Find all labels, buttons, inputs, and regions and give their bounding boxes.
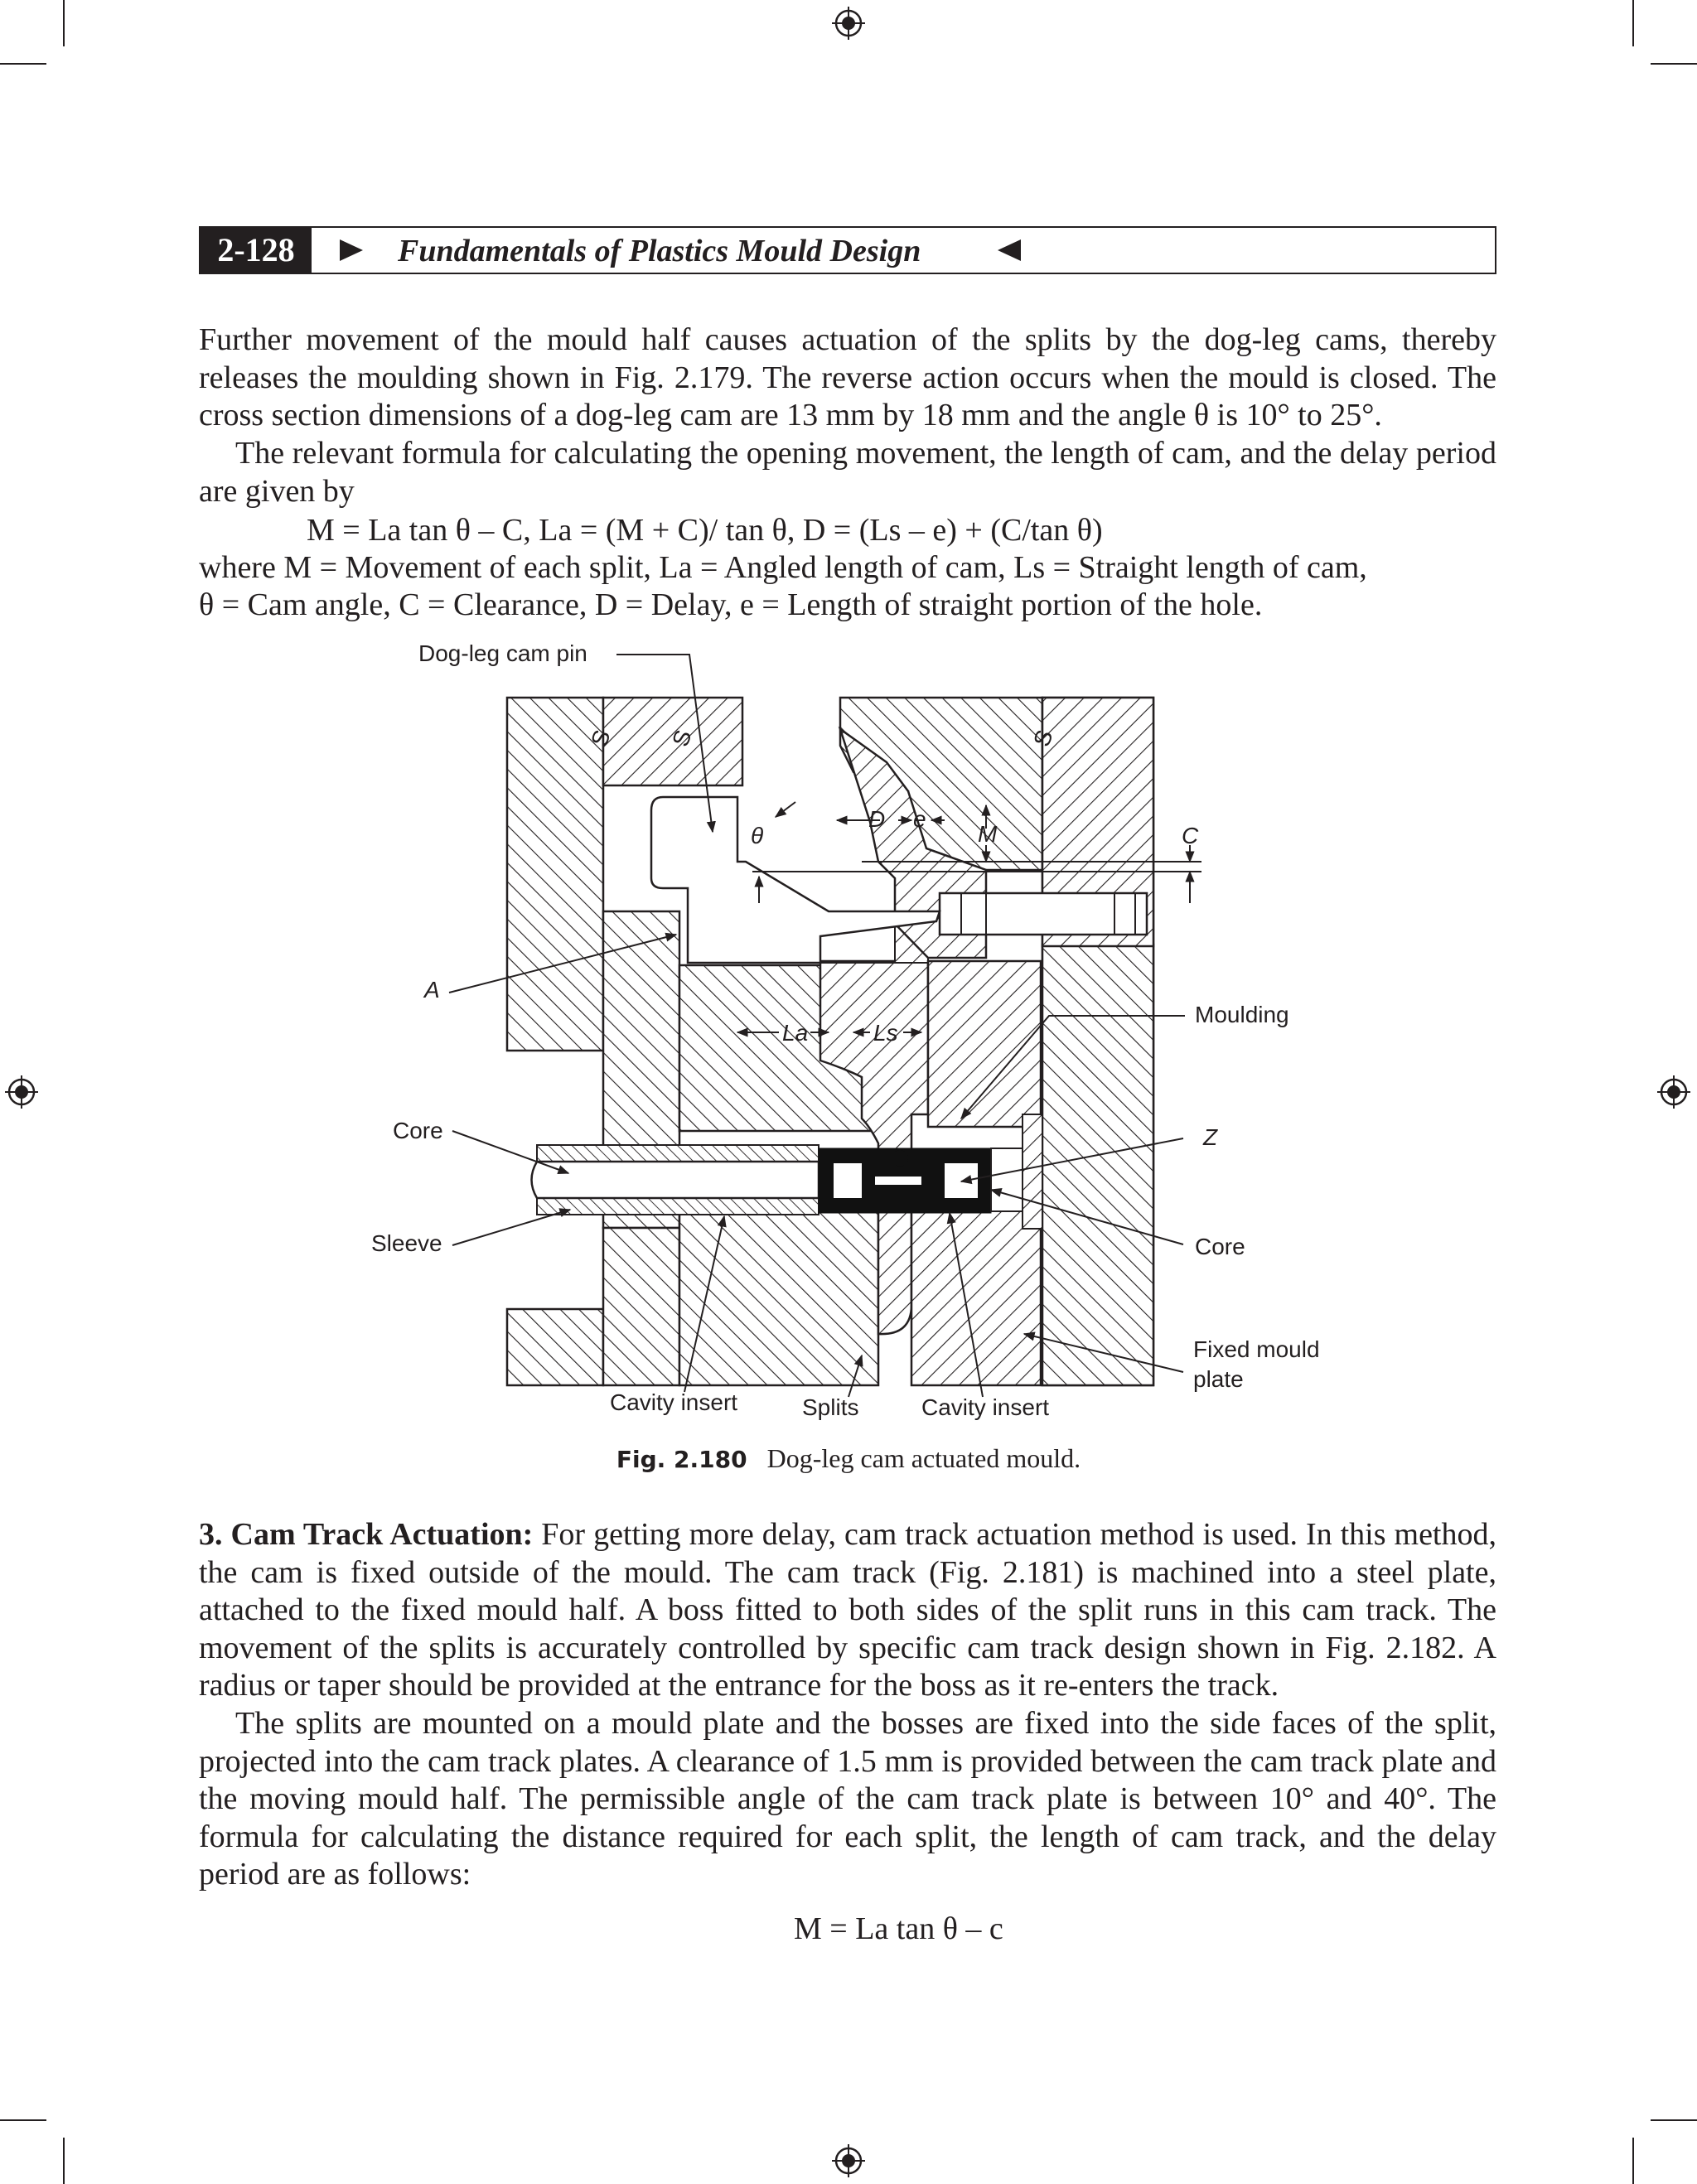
label-core-left: Core [393,1118,443,1143]
split-left [820,961,928,1170]
crop-mark [63,0,65,46]
sleeve-lower [537,1198,819,1215]
registration-mark-icon [832,2144,865,2177]
paragraph: The splits are mounted on a mould plate and the bosses are fixed into the side faces of the split, projected into the cam track plates. A clearance of 1.5 mm is provided between the cam track plate and the moving mould half. The permissible angle of the cam track plate is between 10° and 40°. The formula for calculating the distance required for each split, the length of cam track, and the delay period are as follows: [199,1706,1496,1892]
split-right-block [928,961,1041,1127]
formula-definitions: where M = Movement of each split, La = Angled length of cam, Ls = Straight length of cam, [199,550,1367,585]
figure-caption [0,1443,1697,1474]
sleeve [537,1145,819,1162]
formula: M = La tan θ – C, La = (M + C)/ tan θ, D = (Ls – e) + (C/tan θ) [307,513,1103,548]
moving-plate-lower [507,1309,603,1385]
book-title: Fundamentals of Plastics Mould Design [398,234,921,268]
core-pin [532,1162,819,1198]
label-cavity-insert-left: Cavity insert [610,1389,738,1415]
paragraph: The relevant formula for calculating the opening movement, the length of cam, and the delay period are given by [199,436,1496,509]
caption-text: Dog-leg cam actuated mould. [766,1443,1081,1473]
crop-mark [1632,0,1634,46]
caption-number: Fig. 2.180 [616,1446,747,1473]
label-fixed-mould-plate: plate [1193,1366,1244,1392]
label-m: M [978,821,998,847]
leader-sleeve [452,1210,570,1245]
section-heading: 3. Cam Track Actuation: [199,1517,534,1552]
label-e: e [913,806,926,832]
paragraph [199,1516,1496,1705]
paragraph-text: For getting more delay, cam track actuation method is used. In this method, the cam is fixed outside of the mould. The cam track (Fig. 2.181) is machined into a steel plate, attached to the fixed mould half. A boss fitted to both sides of the split runs in this cam track. The movement of the splits is accurately controlled by specific cam track design shown in Fig. 2.182. A radius or taper should be provided at the entrance for the boss as it re-enters the track. [199,1517,1496,1703]
label-z: Z [1203,1124,1218,1150]
label-theta: θ [751,823,764,848]
cavity-insert-lower-left [679,1210,878,1385]
page-number: 2-128 [201,228,312,273]
crop-mark [63,2138,65,2184]
formula: M = La tan θ – c [794,1911,1003,1946]
registration-mark-icon [832,7,865,40]
split-lower [878,1210,911,1334]
label-s: S [1028,726,1058,750]
fixed-plate-outer [1042,945,1153,1385]
crop-mark [0,63,46,65]
formula-definitions: θ = Cam angle, C = Clearance, D = Delay, e = Length of straight portion of the hole. [199,587,1263,622]
triangle-right-icon [340,239,363,261]
label-splits: Splits [802,1394,859,1420]
crop-mark [0,2119,46,2121]
crop-mark [1632,2138,1634,2184]
label-core-right: Core [1195,1234,1245,1259]
label-dog-leg-cam-pin: Dog-leg cam pin [418,640,587,666]
label-la: La [782,1020,809,1046]
figure-dog-leg-cam-mould [0,630,1697,1442]
moving-plate-upper [507,698,603,1051]
label-c: C [1182,823,1199,848]
core-right-block [1023,1114,1042,1229]
label-cavity-insert-right: Cavity insert [921,1394,1050,1420]
paragraph: Further movement of the mould half causes actuation of the splits by the dog-leg cams, thereby releases the moulding shown in Fig. 2.179. The reverse action occurs when the mould is closed. The cross section dimensions of a dog-leg cam are 13 mm by 18 mm and the angle θ is 10° to 25°. [199,322,1496,432]
label-s: S [667,726,697,750]
label-ls: Ls [873,1020,898,1046]
label-s: S [586,726,616,750]
triangle-left-icon [998,239,1021,261]
angle-arrow [776,802,795,817]
crop-mark [1651,63,1697,65]
running-header [199,226,1496,274]
block-a-lower [603,1228,679,1385]
moulding-gate [892,1150,908,1167]
label-sleeve: Sleeve [371,1230,442,1256]
cap-screw [940,893,1147,935]
label-a: A [424,977,440,1003]
label-d: D [868,806,886,832]
label-moulding: Moulding [1195,1002,1289,1027]
crop-mark [1651,2119,1697,2121]
label-fixed-mould-plate: Fixed mould [1193,1336,1320,1362]
